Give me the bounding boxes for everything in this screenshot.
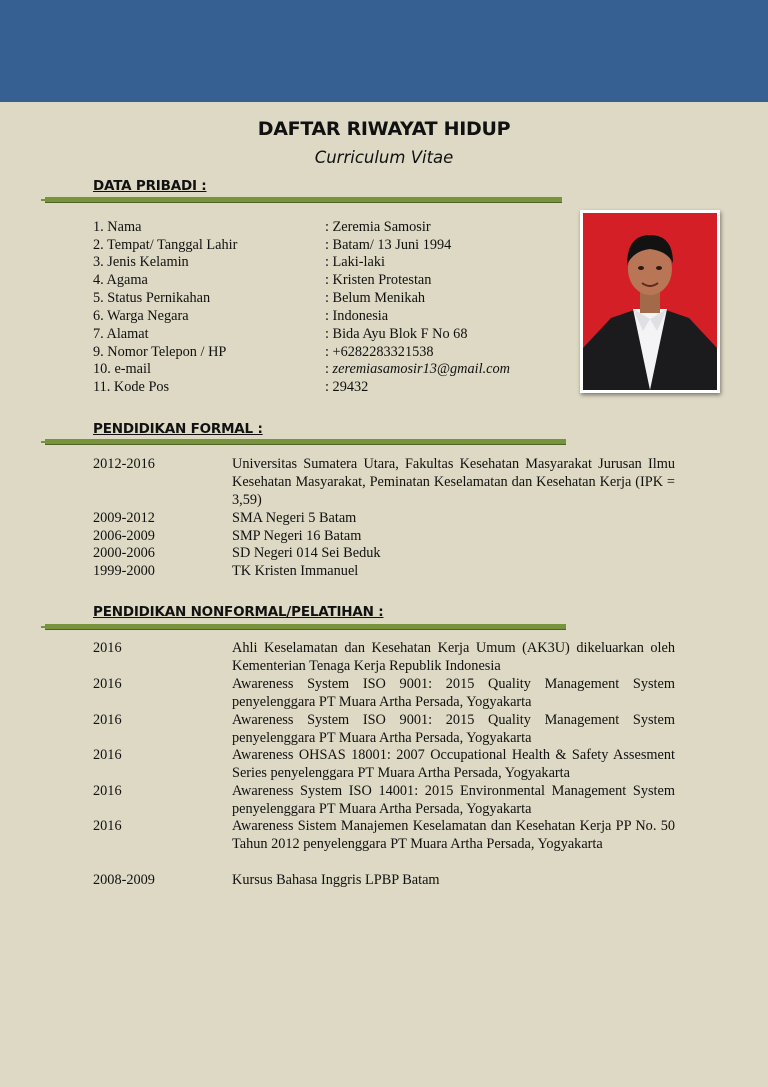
personal-value: : Bida Ayu Blok F No 68 <box>325 326 468 342</box>
training-years: 2016 <box>93 747 122 763</box>
training-desc: Awareness OHSAS 18001: 2007 Occupational Health & Safety Assesment Series penyelenggara PT Muara Artha Persada, Yogyakarta <box>232 747 675 781</box>
personal-value-email <box>325 361 510 379</box>
portrait-image <box>583 213 717 390</box>
personal-value: : 29432 <box>325 379 369 395</box>
personal-label: 1. Nama <box>93 219 142 235</box>
personal-value: : +6282283321538 <box>325 344 434 360</box>
personal-label: 2. Tempat/ Tanggal Lahir <box>93 237 238 253</box>
section-heading-training: PENDIDIKAN NONFORMAL/PELATIHAN : <box>93 604 384 620</box>
training-years: 2016 <box>93 712 122 728</box>
training-desc: Awareness Sistem Manajemen Keselamatan dan Kesehatan Kerja PP No. 50 Tahun 2012 penyelenggara PT Muara Artha Persada, Yogyakarta <box>232 818 675 852</box>
training-desc: Awareness System ISO 9001: 2015 Quality Management System penyelenggara PT Muara Artha Persada, Yogyakarta <box>232 676 675 710</box>
education-years: 2012-2016 <box>93 456 155 472</box>
training-desc: Awareness System ISO 9001: 2015 Quality Management System penyelenggara PT Muara Artha Persada, Yogyakarta <box>232 712 675 746</box>
personal-value: : Laki-laki <box>325 254 385 270</box>
training-years: 2016 <box>93 783 122 799</box>
section-heading-personal: DATA PRIBADI : <box>93 178 207 194</box>
personal-label: 3. Jenis Kelamin <box>93 254 189 270</box>
personal-value: : Zeremia Samosir <box>325 219 431 235</box>
page-title: DAFTAR RIWAYAT HIDUP <box>257 118 511 140</box>
section-heading-education: PENDIDIKAN FORMAL : <box>93 421 263 437</box>
training-years: 2016 <box>93 640 122 656</box>
education-desc: SMA Negeri 5 Batam <box>232 510 357 526</box>
education-desc: TK Kristen Immanuel <box>232 563 359 579</box>
personal-label: 10. e-mail <box>93 361 151 377</box>
education-years: 2006-2009 <box>93 528 155 544</box>
email-link[interactable]: zeremiasamosir13@gmail.com <box>332 361 510 377</box>
personal-value: : Kristen Protestan <box>325 272 432 288</box>
section-divider <box>45 197 562 203</box>
personal-value: : Batam/ 13 Juni 1994 <box>325 237 452 253</box>
personal-label: 11. Kode Pos <box>93 379 170 395</box>
training-desc: Kursus Bahasa Inggris LPBP Batam <box>232 872 440 888</box>
training-desc: Ahli Keselamatan dan Kesehatan Kerja Umum (AK3U) dikeluarkan oleh Kementerian Tenaga Kerja Republik Indonesia <box>232 640 675 674</box>
personal-label: 6. Warga Negara <box>93 308 189 324</box>
education-desc: Universitas Sumatera Utara, Fakultas Kesehatan Masyarakat Jurusan Ilmu Kesehatan Masyarakat, Peminatan Keselamatan dan Kesehatan Kerja (IPK = 3,59) <box>232 456 675 508</box>
personal-label: 9. Nomor Telepon / HP <box>93 344 227 360</box>
section-divider <box>45 439 566 445</box>
training-years: 2016 <box>93 676 122 692</box>
education-years: 1999-2000 <box>93 563 155 579</box>
education-years: 2009-2012 <box>93 510 155 526</box>
section-divider <box>45 624 566 630</box>
personal-label: 4. Agama <box>93 272 148 288</box>
personal-label: 7. Alamat <box>93 326 149 342</box>
education-years: 2000-2006 <box>93 545 155 561</box>
value-prefix: : <box>325 361 333 377</box>
header-bar <box>0 0 768 102</box>
personal-value: : Belum Menikah <box>325 290 426 306</box>
training-years: 2008-2009 <box>93 872 155 888</box>
training-desc: Awareness System ISO 14001: 2015 Environmental Management System penyelenggara PT Muara Artha Persada, Yogyakarta <box>232 783 675 817</box>
personal-label: 5. Status Pernikahan <box>93 290 211 306</box>
education-desc: SD Negeri 014 Sei Beduk <box>232 545 381 561</box>
training-years: 2016 <box>93 818 122 834</box>
page-subtitle: Curriculum Vitae <box>314 148 454 167</box>
profile-photo <box>580 210 720 393</box>
education-desc: SMP Negeri 16 Batam <box>232 528 362 544</box>
personal-value: : Indonesia <box>325 308 389 324</box>
